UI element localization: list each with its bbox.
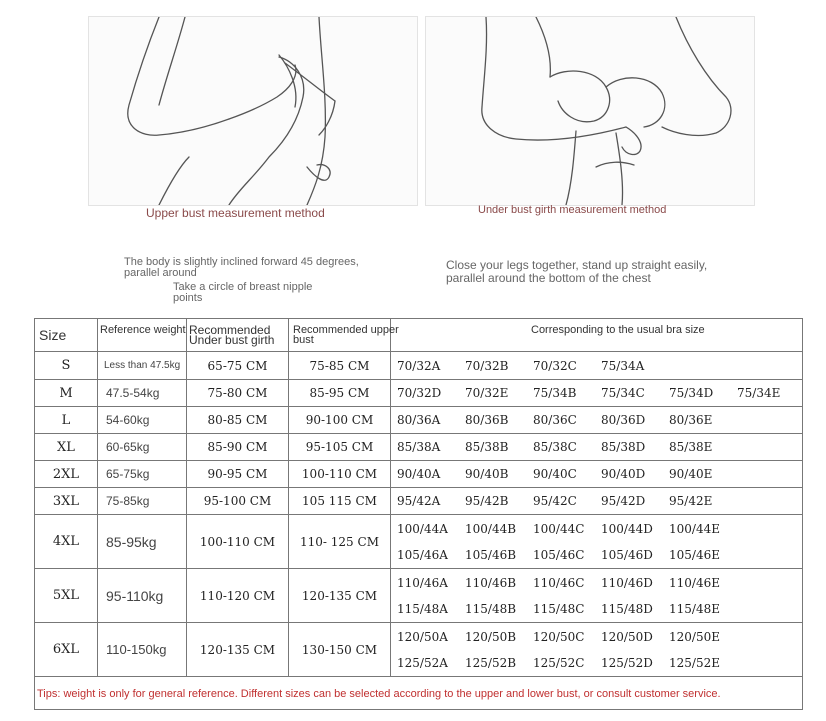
table-row	[35, 569, 803, 623]
tip-text: Tips: weight is only for general reference. Different sizes can be selected according to the upper and lower bust, or consult customer service.	[35, 677, 803, 710]
header-bra-size-label: Corresponding to the usual bra size	[531, 324, 705, 336]
bra-size: 115/48C	[533, 601, 585, 616]
bra-size: 95/42B	[465, 494, 509, 508]
bra-size: 90/40E	[669, 467, 713, 481]
bra-size: 125/52A	[397, 655, 448, 670]
under-bust-note: Close your legs together, stand up straight easily, parallel around the bottom of the chest	[446, 258, 708, 285]
under-bust-cell: 80-85 CM	[187, 407, 289, 434]
bra-size: 120/50C	[533, 629, 585, 644]
bra-size: 95/42E	[669, 494, 713, 508]
table-row	[35, 434, 803, 461]
under-bust-caption: Under bust girth measurement method	[478, 204, 667, 216]
header-upper-bust-label: Recommended upper bust	[293, 324, 399, 346]
table-row	[35, 407, 803, 434]
weight-cell: 110-150kg	[98, 623, 187, 677]
under-bust-cell: 90-95 CM	[187, 461, 289, 488]
bra-size: 85/38E	[669, 440, 713, 454]
upper-bust-cell: 90-100 CM	[289, 407, 391, 434]
bra-size: 85/38C	[533, 440, 577, 454]
weight-cell: 85-95kg	[98, 515, 187, 569]
bra-size-line	[397, 353, 802, 379]
bra-size: 90/40B	[465, 467, 509, 481]
under-bust-illustration	[425, 16, 755, 206]
bra-size: 110/46B	[465, 575, 517, 590]
upper-bust-cell: 85-95 CM	[289, 380, 391, 407]
under-bust-cell: 110-120 CM	[187, 569, 289, 623]
size-cell: 4XL	[35, 515, 98, 569]
size-chart-table	[34, 318, 803, 710]
table-row	[35, 352, 803, 380]
weight-cell: 65-75kg	[98, 461, 187, 488]
table-row	[35, 461, 803, 488]
bra-size: 105/46D	[601, 547, 653, 562]
weight-cell: 54-60kg	[98, 407, 187, 434]
upper-bust-cell: 110- 125 CM	[289, 515, 391, 569]
bra-size: 105/46B	[465, 547, 517, 562]
bra-size: 95/42A	[397, 494, 441, 508]
size-cell: S	[35, 352, 98, 380]
bra-size-line	[397, 380, 802, 406]
upper-bust-note-2: Take a circle of breast nipple points	[173, 281, 313, 304]
bra-size: 90/40A	[397, 467, 441, 481]
bra-size: 95/42C	[533, 494, 577, 508]
bra-size: 120/50D	[601, 629, 653, 644]
weight-cell: 60-65kg	[98, 434, 187, 461]
bra-size: 100/44D	[601, 521, 653, 536]
bra-size: 75/34D	[669, 386, 714, 400]
bra-size-cell	[391, 434, 803, 461]
bra-size: 85/38A	[397, 440, 441, 454]
bra-size: 70/32E	[465, 386, 509, 400]
size-cell: M	[35, 380, 98, 407]
upper-bust-cell: 95-105 CM	[289, 434, 391, 461]
bra-size: 120/50A	[397, 629, 448, 644]
size-cell: 5XL	[35, 569, 98, 623]
bra-size: 105/46E	[669, 547, 720, 562]
bra-size: 85/38B	[465, 440, 509, 454]
upper-bust-illustration	[88, 16, 418, 206]
bra-size: 100/44B	[465, 521, 517, 536]
under-bust-cell: 100-110 CM	[187, 515, 289, 569]
bra-size: 115/48D	[601, 601, 653, 616]
weight-cell: 75-85kg	[98, 488, 187, 515]
bra-size: 115/48A	[397, 601, 448, 616]
header-weight-label: Reference weight	[100, 324, 186, 336]
tip-row	[35, 677, 803, 710]
table-header-row	[35, 319, 803, 352]
bra-size: 105/46C	[533, 547, 585, 562]
bra-size: 80/36D	[601, 413, 646, 427]
table-row	[35, 515, 803, 569]
bra-size: 125/52D	[601, 655, 653, 670]
bra-size: 80/36E	[669, 413, 713, 427]
bra-size: 110/46E	[669, 575, 720, 590]
upper-bust-cell: 105 115 CM	[289, 488, 391, 515]
table-row	[35, 380, 803, 407]
bra-size: 80/36A	[397, 413, 441, 427]
under-bust-cell: 120-135 CM	[187, 623, 289, 677]
bra-size: 100/44A	[397, 521, 448, 536]
bra-size: 75/34E	[737, 386, 781, 400]
bra-size-line	[397, 650, 802, 676]
under-bust-cell: 85-90 CM	[187, 434, 289, 461]
bra-size: 75/34B	[533, 386, 577, 400]
bra-size: 125/52E	[669, 655, 720, 670]
bra-size: 75/34A	[601, 358, 645, 373]
bra-size-line	[397, 488, 802, 514]
weight-cell: Less than 47.5kg	[98, 352, 187, 380]
bra-size: 125/52C	[533, 655, 585, 670]
bra-size-line	[397, 542, 802, 568]
bra-size: 70/32B	[465, 358, 509, 373]
bra-size: 100/44C	[533, 521, 585, 536]
bra-size-cell	[391, 515, 803, 569]
size-cell: 2XL	[35, 461, 98, 488]
bra-size-cell	[391, 407, 803, 434]
bra-size-cell	[391, 488, 803, 515]
upper-bust-cell: 130-150 CM	[289, 623, 391, 677]
size-cell: XL	[35, 434, 98, 461]
bra-size-line	[397, 434, 802, 460]
weight-cell: 47.5-54kg	[98, 380, 187, 407]
size-cell: 6XL	[35, 623, 98, 677]
bra-size-line	[397, 570, 802, 596]
header-weight	[98, 319, 187, 352]
header-upper-bust	[289, 319, 399, 352]
bra-size: 75/34C	[601, 386, 645, 400]
bra-size: 110/46A	[397, 575, 448, 590]
bra-size-cell	[391, 380, 803, 407]
bra-size: 70/32A	[397, 358, 441, 373]
bra-size-cell	[391, 569, 803, 623]
size-cell: L	[35, 407, 98, 434]
upper-bust-cell: 120-135 CM	[289, 569, 391, 623]
bra-size: 95/42D	[601, 494, 646, 508]
bra-size: 120/50E	[669, 629, 720, 644]
bra-size-line	[397, 596, 802, 622]
bra-size: 115/48B	[465, 601, 517, 616]
bra-size: 115/48E	[669, 601, 720, 616]
under-bust-cell: 65-75 CM	[187, 352, 289, 380]
under-bust-figure-drawing	[426, 17, 754, 205]
bra-size: 70/32D	[397, 386, 442, 400]
upper-bust-caption: Upper bust measurement method	[146, 206, 325, 220]
bra-size-line	[397, 516, 802, 542]
bra-size-cell	[391, 623, 803, 677]
bra-size: 70/32C	[533, 358, 577, 373]
upper-bust-cell: 100-110 CM	[289, 461, 391, 488]
under-bust-cell: 95-100 CM	[187, 488, 289, 515]
header-bra-size	[391, 319, 803, 352]
bra-size-cell	[391, 352, 803, 380]
bra-size: 105/46A	[397, 547, 448, 562]
bra-size-line	[397, 461, 802, 487]
table-row	[35, 623, 803, 677]
bra-size: 85/38D	[601, 440, 646, 454]
size-cell: 3XL	[35, 488, 98, 515]
upper-bust-cell: 75-85 CM	[289, 352, 391, 380]
under-bust-cell: 75-80 CM	[187, 380, 289, 407]
bra-size: 120/50B	[465, 629, 517, 644]
bra-size: 110/46D	[601, 575, 653, 590]
weight-cell: 95-110kg	[98, 569, 187, 623]
header-under-bust-label: Recommended Under bust girth	[189, 323, 275, 347]
header-size: Size	[35, 319, 98, 352]
bra-size: 125/52B	[465, 655, 517, 670]
bra-size: 110/46C	[533, 575, 585, 590]
bra-size-line	[397, 624, 802, 650]
bra-size: 80/36C	[533, 413, 577, 427]
table-row	[35, 488, 803, 515]
bra-size-cell	[391, 461, 803, 488]
bra-size: 90/40D	[601, 467, 646, 481]
bra-size: 80/36B	[465, 413, 509, 427]
bra-size-line	[397, 407, 802, 433]
bra-size: 90/40C	[533, 467, 577, 481]
bra-size: 100/44E	[669, 521, 720, 536]
header-under-bust	[187, 319, 289, 352]
upper-bust-note-1: The body is slightly inclined forward 45 degrees, parallel around	[124, 256, 359, 279]
upper-bust-figure-drawing	[89, 17, 417, 205]
